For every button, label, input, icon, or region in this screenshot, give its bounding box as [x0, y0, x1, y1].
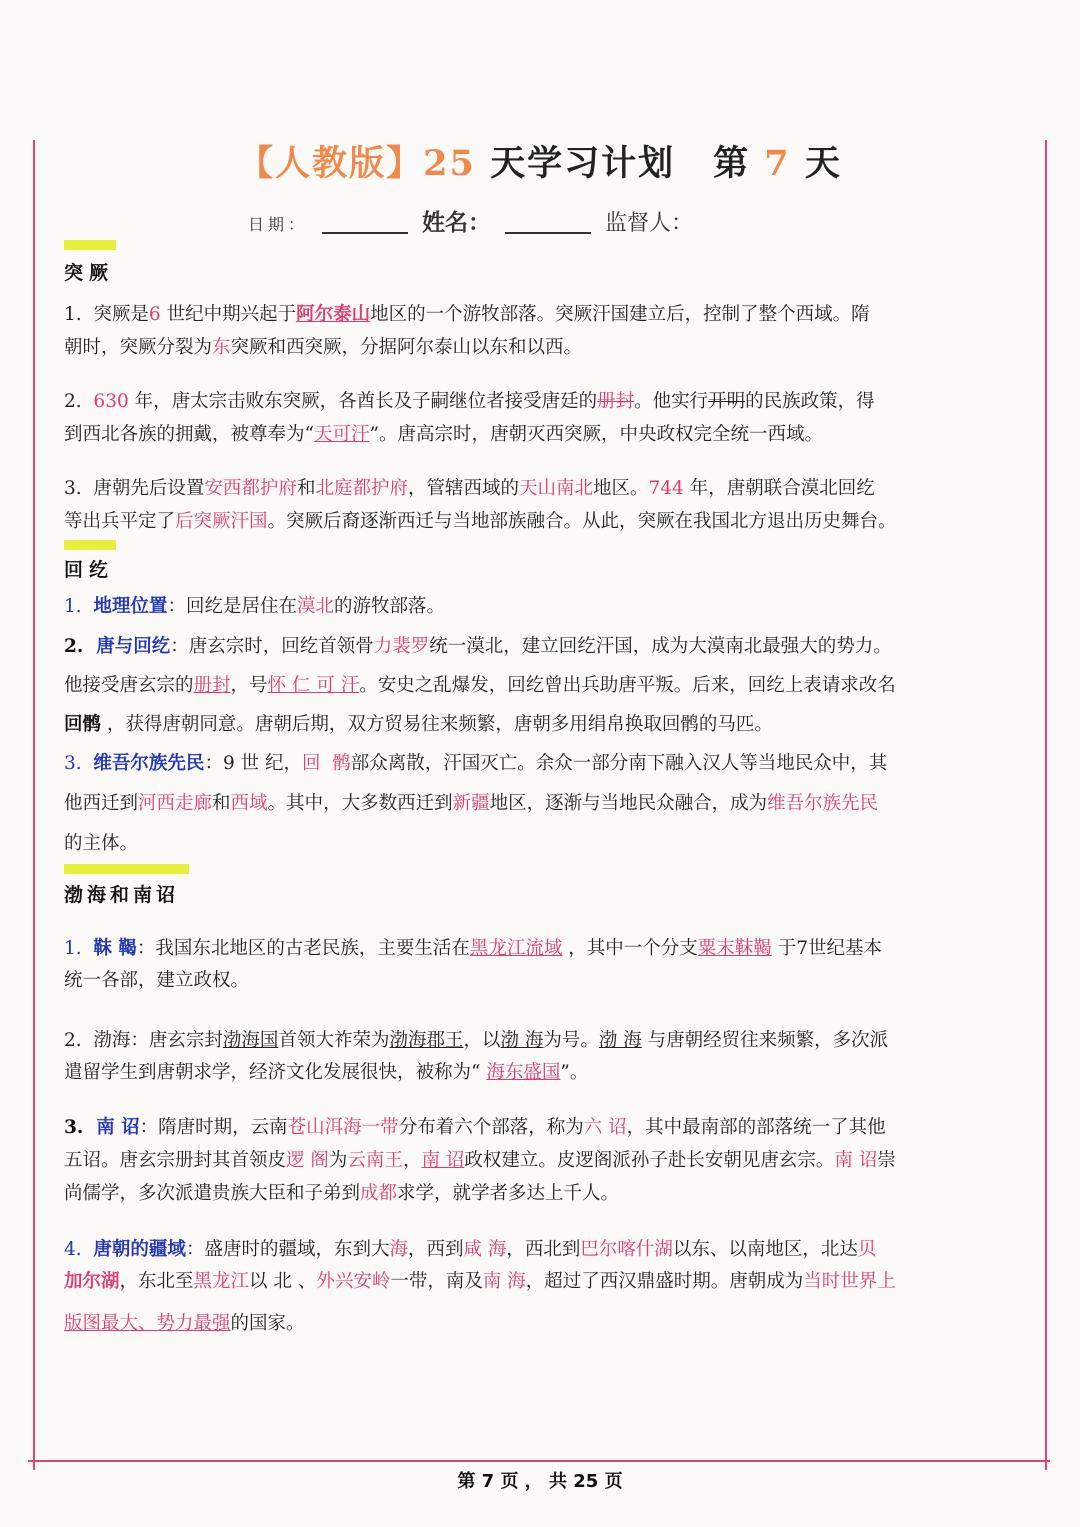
paragraph-line: 加尔湖，东北至黑龙江以 北 、外兴安岭一带，南及南 海，超过了西汉鼎盛时期。唐朝成为当时世界上 [64, 1271, 896, 1292]
page-footer: 第 7 页 ， 共 25 页 [457, 1471, 623, 1492]
date-label: 日期： [248, 215, 309, 234]
section-title-bohai-nanzhao: 渤海和南诏 [64, 884, 180, 906]
section-highlight [64, 540, 116, 550]
paragraph-line: 2. 渤海：唐玄宗封渤海国首领大祚荣为渤海郡王，以渤 海为号。渤 海 与唐朝经贸往来频繁，多次派 [64, 1030, 889, 1051]
paragraph-line: 2. 唐与回纥：唐玄宗时，回纥首领骨力裴罗统一漠北，建立回纥汗国，成为大漠南北最强大的势力。 [64, 636, 892, 657]
section-highlight [64, 240, 116, 250]
paragraph-line: 他西迁到河西走廊和西域。其中，大多数西迁到新疆地区，逐渐与当地民众融合，成为维吾尔族先民 [64, 793, 879, 814]
header-info-row [248, 204, 693, 237]
date-blank [322, 214, 408, 234]
paragraph-line: 2. 630 年，唐太宗击败东突厥，各酋长及子嗣继位者接受唐廷的册封。他实行开明的民族政策，得 [64, 391, 875, 412]
paragraph-line: 到西北各族的拥戴，被尊奉为“天可汗”。唐高宗时，唐朝灭西突厥，中央政权完全统一西域。 [64, 424, 823, 445]
paragraph-line: 3. 南 诏：隋唐时期，云南苍山洱海一带分布着六个部落，称为六 诏，其中最南部的部落统一了其他 [64, 1117, 886, 1138]
paragraph-line: 朝时，突厥分裂为东突厥和西突厥，分据阿尔泰山以东和以西。 [64, 337, 583, 358]
paragraph-line: 回鹘 ，获得唐朝同意。唐朝后期，双方贸易往来频繁，唐朝多用绢帛换取回鹘的马匹。 [64, 714, 773, 735]
right-margin-line [1045, 140, 1047, 1470]
paragraph-line: 他接受唐玄宗的册封，号怀 仁 可 汗。安史之乱爆发，回纥曾出兵助唐平叛。后来，回纥上表请求改名 [64, 675, 896, 696]
paragraph-line: 1. 突厥是6 世纪中期兴起于阿尔泰山地区的一个游牧部落。突厥汗国建立后，控制了整个西域。隋 [64, 304, 870, 325]
paragraph-line: 等出兵平定了后突厥汗国。突厥后裔逐渐西迁与当地部族融合。从此，突厥在我国北方退出历史舞台。 [64, 511, 897, 532]
paragraph-line: 3. 唐朝先后设置安西都护府和北庭都护府，管辖西域的天山南北地区。744 年，唐朝联合漠北回纥 [64, 478, 875, 499]
paragraph-line: 五诏。唐玄宗册封其首领皮逻 阁为云南王，南 诏政权建立。皮逻阁派孙子赴长安朝见唐玄宗。南 诏崇 [64, 1150, 896, 1171]
name-label: 姓名： [422, 209, 492, 236]
paragraph-line: 尚儒学，多次派遣贵族大臣和子弟到成都求学，就学者多达上千人。 [64, 1183, 620, 1204]
paragraph-line: 1. 地理位置：回纥是居住在漠北的游牧部落。 [64, 596, 445, 617]
name-blank [505, 214, 591, 234]
paragraph-line: 1. 靺 鞨：我国东北地区的古老民族，主要生活在黑龙江流域 ，其中一个分支粟末靺鞨 于7世纪基本 [64, 938, 882, 959]
paragraph-line: 统一各部，建立政权。 [64, 970, 250, 991]
supervisor-label: 监督人： [605, 211, 694, 236]
section-title-huihe: 回纥 [64, 559, 115, 581]
paragraph-line: 的主体。 [64, 833, 139, 854]
paragraph-line: 版图最大、势力最强的国家。 [64, 1313, 305, 1334]
paragraph-line: 4. 唐朝的疆域：盛唐时的疆域，东到大海，西到咸 海，西北到巴尔喀什湖以东、以南地区，北达贝 [64, 1239, 877, 1260]
paragraph-line: 遣留学生到唐朝求学，经济文化发展很快，被称为“ 海东盛国”。 [64, 1062, 589, 1083]
footer-rule [28, 1460, 1050, 1462]
page-title: 【人教版】25 天学习计划 第 7 天 [238, 143, 842, 184]
section-highlight [64, 864, 189, 874]
left-margin-line [33, 140, 35, 1470]
section-title-tujue: 突厥 [64, 262, 115, 284]
paragraph-line: 3. 维吾尔族先民：9 世 纪，回 鹘部众离散，汗国灭亡。余众一部分南下融入汉人等当地民众中，其 [64, 753, 888, 774]
